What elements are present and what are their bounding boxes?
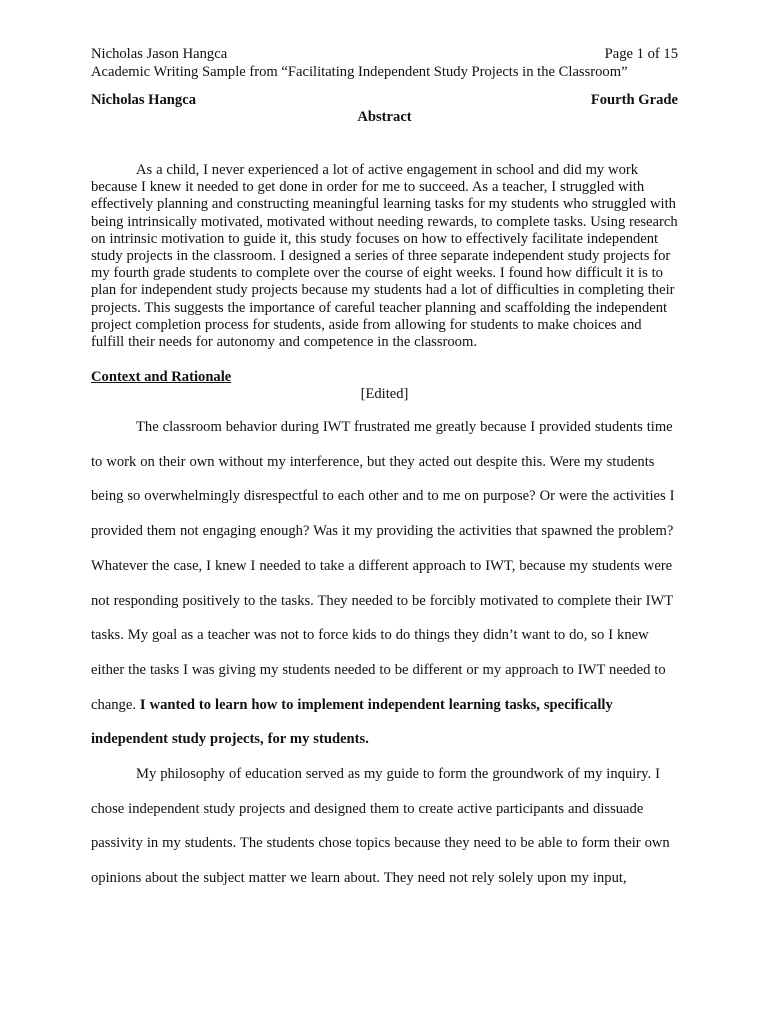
context-heading: Context and Rationale	[91, 369, 232, 385]
header-page-number: Page 1 of 15	[604, 46, 678, 62]
grade-label: Fourth Grade	[590, 92, 678, 108]
research-question: I wanted to learn how to implement independent learning tasks, specifically independent study projects, for my students.	[91, 696, 613, 748]
abstract-heading: Abstract	[357, 109, 412, 125]
edited-note: [Edited]	[360, 386, 409, 402]
abstract-text: As a child, I never experienced a lot of active engagement in school and did my work because I knew it needed to get done in order for me to succeed. As a teacher, I struggled with effectively planning and constructing meaningful learning tasks for my students who struggled with being intrinsically motivated, motivated without needing rewards, to complete tasks. Using research on intrinsic motivation to guide it, this study focuses on how to effectively facilitate independent study projects in the classroom. I designed a series of three separate independent study projects for my fourth grade students to complete over the course of eight weeks. I found how difficult it is to plan for independent study projects because my students had a lot of difficulties in completing their projects. This suggests the importance of careful teacher planning and scaffolding the independent project completion process for students, aside from allowing for students to make choices and fulfill their needs for autonomy and competence in the classroom.	[91, 162, 678, 351]
context-paragraph-1	[91, 410, 681, 757]
header-author: Nicholas Jason Hangca	[91, 46, 228, 62]
title-row	[91, 92, 678, 109]
running-header	[91, 46, 678, 63]
context-paragraph-2: My philosophy of education served as my guide to form the groundwork of my inquiry. I chose independent study projects and designed them to create active participants and dissuade passivity in my students. The students chose topics because they need to be able to form their own opinions about the subject matter we learn about. They need not rely solely upon my input,	[91, 766, 670, 887]
paragraph-1-text: The classroom behavior during IWT frustrated me greatly because I provided students time to work on their own without my interference, but they acted out despite this. Were my students being so overwhelmingly disrespectful to each other and to me on purpose? Or were the activities I provided them not engaging enough? Was it my providing the activities that spawned the problem? Whatever the case, I knew I needed to take a different approach to IWT, because my students were not responding positively to the tasks. They needed to be forcibly motivated to complete their IWT tasks. My goal as a teacher was not to force kids to do things they didn’t want to do, so I knew either the tasks I was giving my students needed to be different or my approach to IWT needed to change.	[91, 419, 675, 713]
student-name: Nicholas Hangca	[91, 92, 196, 108]
header-subtitle: Academic Writing Sample from “Facilitating Independent Study Projects in the Classroom”	[91, 64, 628, 80]
